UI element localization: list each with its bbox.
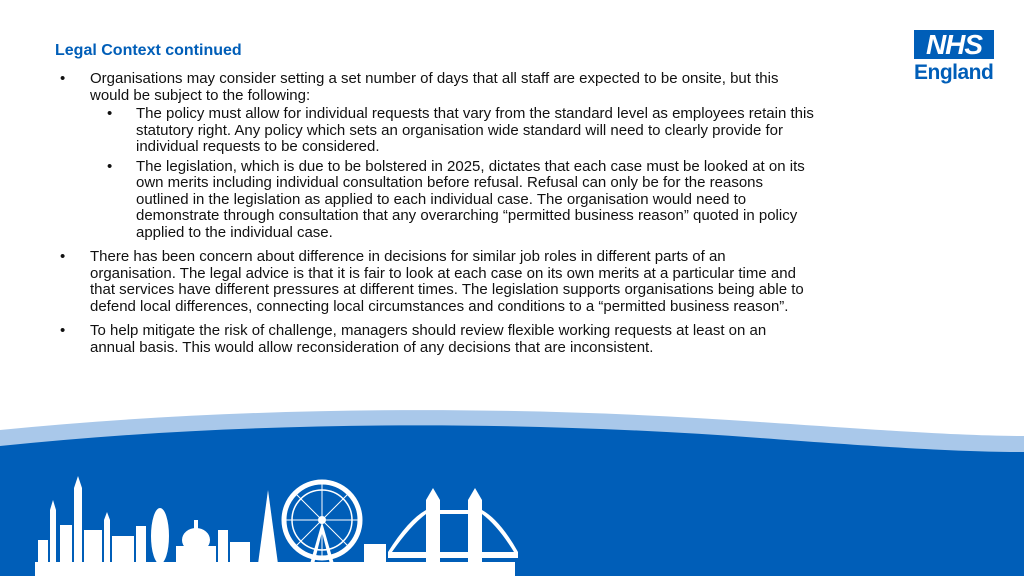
bullet-item: [55, 323, 815, 356]
bullet-text: There has been concern about difference in decisions for similar job roles in different parts of an organisation. The legal advice is that it is fair to look at each case on its own merits at a particular time and that services have different pressures at different times. The legislation supports organisations being able to defend local differences, connecting local circumstances and conditions to a “permitted business reason”.: [90, 248, 804, 315]
nhs-logo-badge: NHS: [914, 30, 994, 59]
bullet-item: [55, 249, 815, 315]
bullet-list: [55, 71, 815, 356]
sub-bullet-item: • The legislation, which is due to be bolstered in 2025, dictates that each case must be looked at on its own merits including individual consultation before refusal. Refusal can only be for the reasons outlined in the legislation as applied to each individual case. The organisation would need to demonstrate through consultation that any overarching “permitted business reason” quoted in policy applied to the individual case.: [90, 159, 815, 242]
nhs-england-logo: [914, 30, 996, 90]
london-skyline-icon: [0, 470, 520, 576]
slide-body: [55, 71, 815, 364]
nhs-logo-name: England: [914, 61, 994, 84]
sub-bullet-list: [90, 106, 815, 241]
bullet-item: [55, 71, 815, 241]
bullet-text: To help mitigate the risk of challenge, managers should review flexible working requests at least on an annual basis. This would allow reconsideration of any decisions that are inconsistent.: [90, 322, 767, 356]
sub-bullet-item: • The policy must allow for individual requests that vary from the standard level as employees retain this statutory right. Any policy which sets an organisation wide standard will need to clearly provide for individual requests to be considered.: [90, 106, 815, 156]
slide-title: Legal Context continued: [55, 42, 242, 59]
bullet-text: Organisations may consider setting a set number of days that all staff are expected to be onsite, but this would be subject to the following:: [90, 70, 779, 104]
